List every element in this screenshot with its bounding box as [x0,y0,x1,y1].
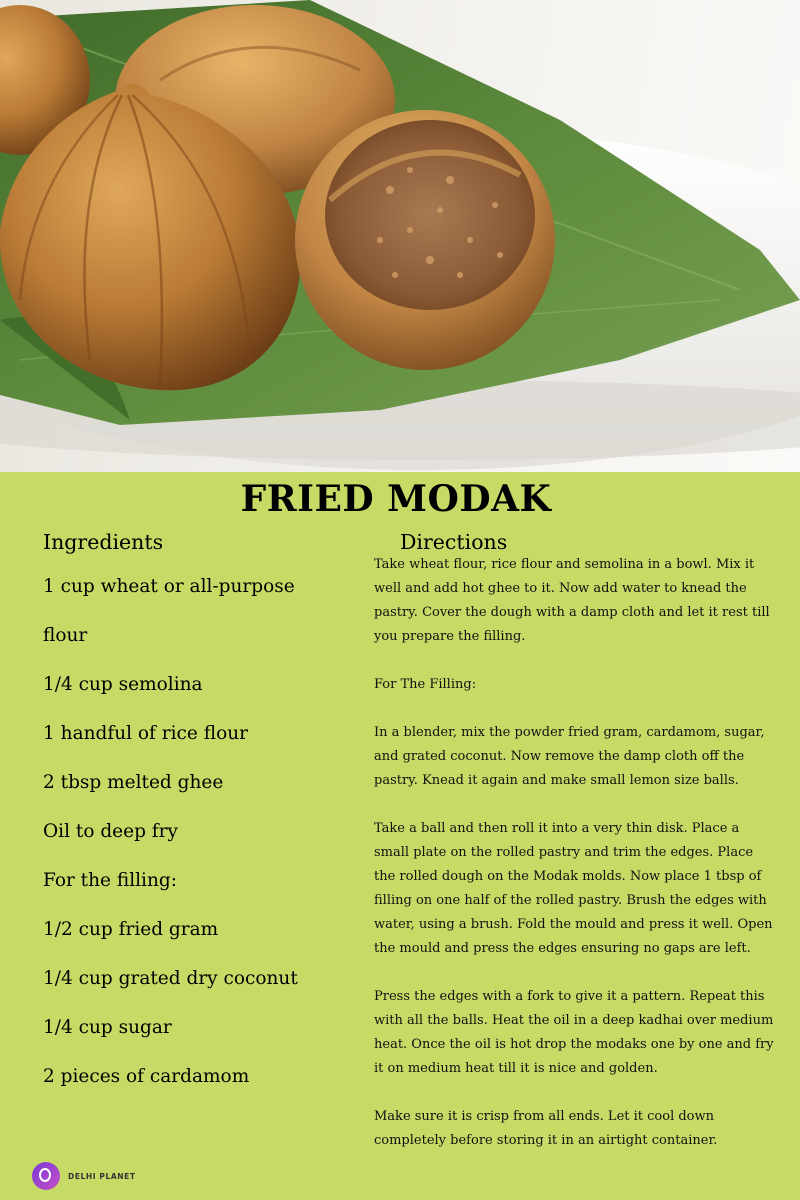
ingredient-item: 1/4 cup sugar [43,1017,172,1038]
filling-subheading: For the filling: [43,870,177,891]
direction-step: Take wheat flour, rice flour and semolina in a bowl. Mix it well and add hot ghee to it. Now add water to knead the pastry. Cover the dough with a damp cloth and let it rest till you prepare the filling. [374,557,770,644]
direction-step: In a blender, mix the powder fried gram, cardamom, sugar, and grated coconut. Now remove the damp cloth off the pastry. Knead it again and make small lemon size balls. [374,725,765,788]
direction-subheading: For The Filling: [374,677,477,692]
ingredient-item: 1 handful of rice flour [43,723,248,744]
directions-body [374,553,774,1153]
directions-heading: Directions [400,530,508,554]
ingredient-item: Oil to deep fry [43,821,178,842]
modak-filling [325,120,535,310]
ingredient-item: 2 tbsp melted ghee [43,772,224,793]
direction-step: Make sure it is crisp from all ends. Let it cool down completely before storing it in an airtight container. [374,1109,718,1148]
direction-step: Press the edges with a fork to give it a pattern. Repeat this with all the balls. Heat the oil in a deep kadhai over medium heat. Once the oil is hot drop the modaks one by one and fry it on medium heat till it is nice and golden. [374,989,774,1076]
ingredient-item: 1/2 cup fried gram [43,919,219,940]
ingredient-item: 2 pieces of cardamom [43,1066,250,1087]
directions-section [374,528,774,1177]
ingredient-item: flour [43,625,88,646]
recipe-photo [0,0,800,472]
direction-step: Take a ball and then roll it into a very thin disk. Place a small plate on the rolled pastry and trim the edges. Place the rolled dough on the Modak molds. Now place 1 tbsp of filling on one half of the rolled pastry. Brush the edges with water, using a brush. Fold the mould and press it well. Open the mould and press the edges ensuring no gaps are left. [374,821,773,956]
brand-name: DELHI PLANET [68,1171,136,1181]
ingredients-list [43,562,363,1101]
brand-mark [32,1160,136,1192]
ingredient-item: 1/4 cup grated dry coconut [43,968,298,989]
ingredients-section [43,528,363,1101]
fried-modak-illustration [0,0,800,472]
ingredient-item: 1/4 cup semolina [43,674,203,695]
brand-logo-icon [32,1162,60,1190]
ingredient-item: 1 cup wheat or all-purpose [43,576,295,597]
ingredients-heading: Ingredients [43,530,164,554]
recipe-title: FRIED MODAK [240,478,552,520]
